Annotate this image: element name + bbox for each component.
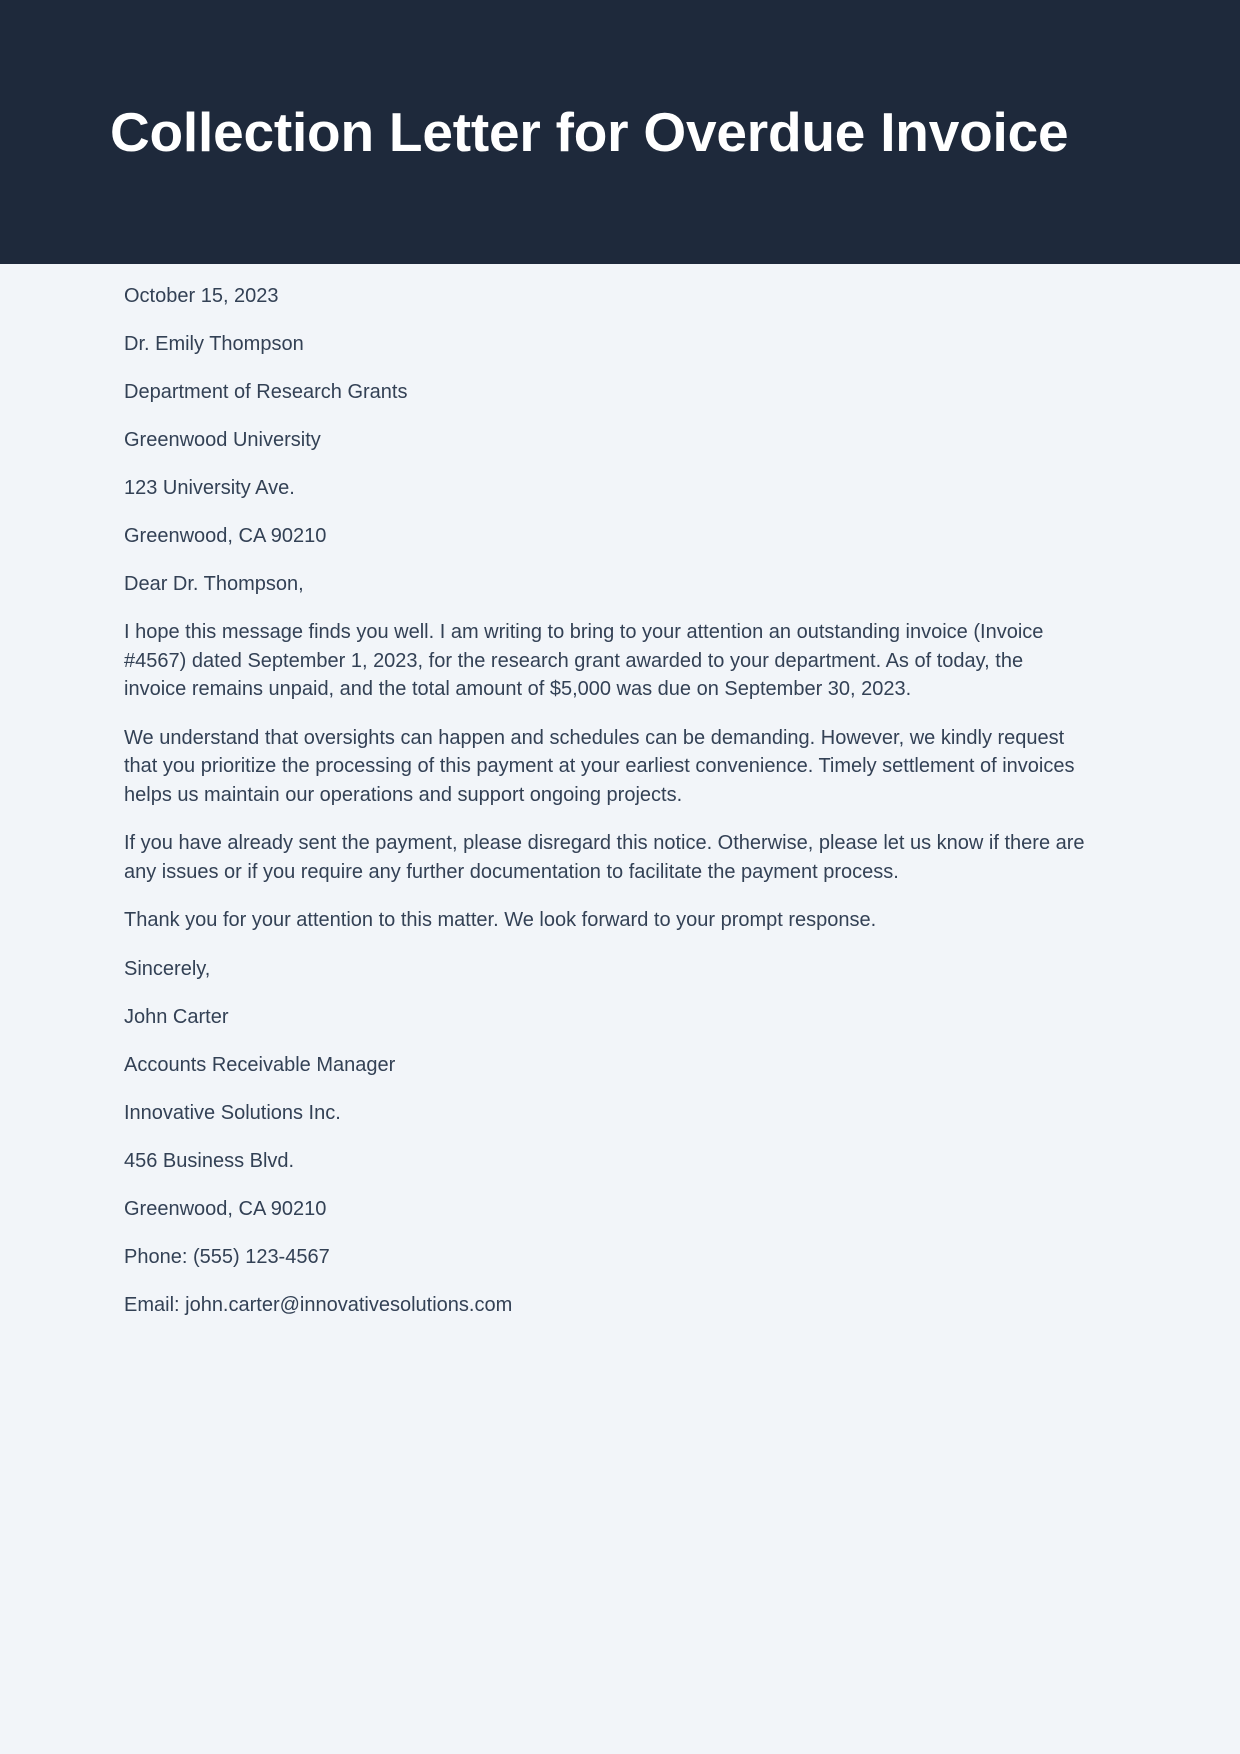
page-title: Collection Letter for Overdue Invoice (110, 100, 1069, 163)
recipient-organization: Greenwood University (124, 429, 321, 451)
letter-date: October 15, 2023 (124, 285, 279, 307)
sender-phone: Phone: (555) 123-4567 (124, 1245, 330, 1268)
sender-name: John Carter (124, 1005, 229, 1028)
sender-street: 456 Business Blvd. (124, 1149, 295, 1172)
recipient-street: 123 University Ave. (124, 477, 295, 499)
sender-email: Email: john.carter@innovativesolutions.com (124, 1293, 513, 1316)
sender-job-title: Accounts Receivable Manager (124, 1053, 396, 1076)
document-header (0, 0, 1240, 264)
recipient-name: Dr. Emily Thompson (124, 333, 304, 355)
body-paragraph-3: If you have already sent the payment, please disregard this notice. Otherwise, please let us know if there are any issues or if you require any further documentation to facilitate the payment process. (124, 832, 1085, 883)
body-paragraph-4: Thank you for your attention to this matter. We look forward to your prompt response. (124, 909, 877, 931)
body-paragraph-1: I hope this message finds you well. I am writing to bring to your attention an outstanding invoice (Invoice #4567) dated September 1, 2023, for the research grant awarded to your department. As of today, the invoice remains unpaid, and the total amount of $5,000 was due on September 30, 2023. (124, 621, 1044, 700)
sender-company: Innovative Solutions Inc. (124, 1101, 341, 1124)
sender-city-state-zip: Greenwood, CA 90210 (124, 1197, 327, 1220)
recipient-department: Department of Research Grants (124, 381, 408, 403)
salutation: Dear Dr. Thompson, (124, 573, 304, 595)
recipient-city-state-zip: Greenwood, CA 90210 (124, 525, 327, 547)
closing: Sincerely, (124, 957, 211, 980)
letter-body (0, 264, 1240, 1319)
body-paragraph-2: We understand that oversights can happen and schedules can be demanding. However, we kindly request that you prioritize the processing of this payment at your earliest convenience. Timely settlement of invoices helps us maintain our operations and support ongoing projects. (124, 726, 1075, 806)
